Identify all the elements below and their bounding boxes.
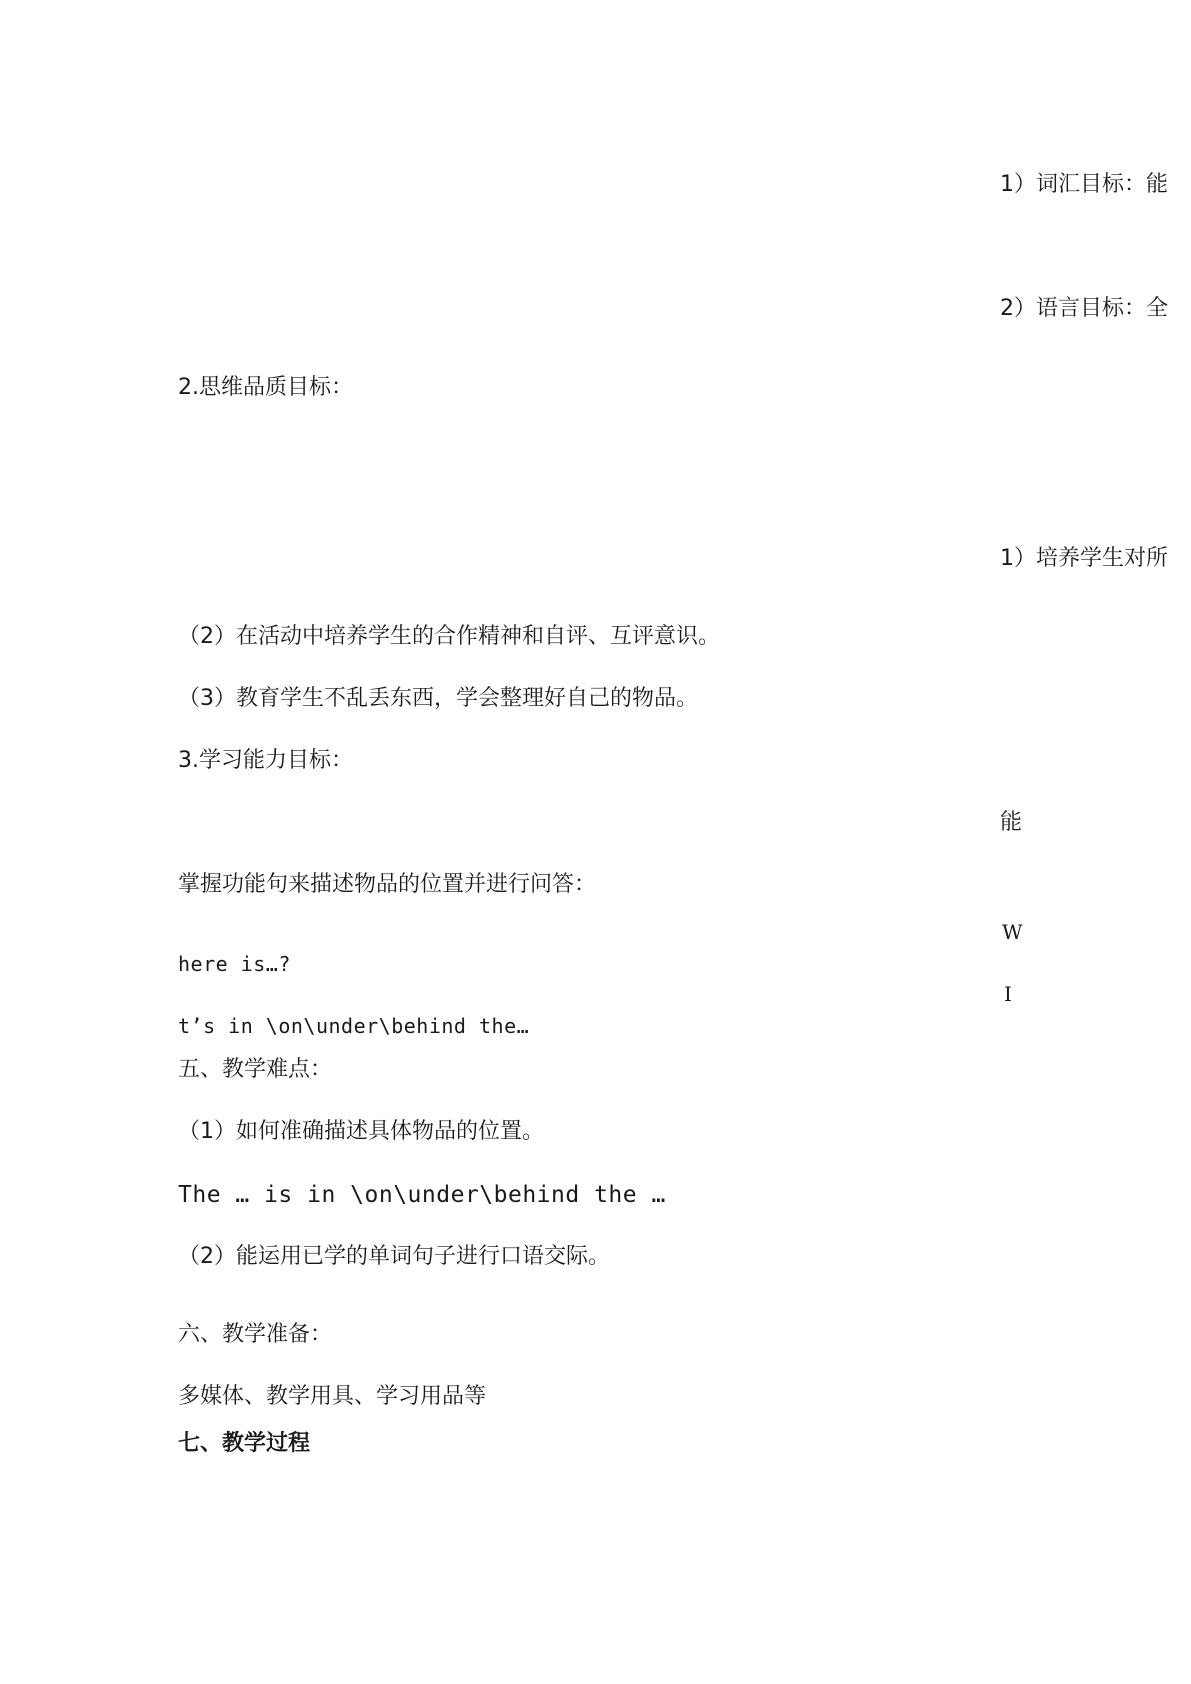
example-its-text: t’s in \on\under\behind the… (178, 1014, 530, 1038)
difficulty-heading: 五、教学难点： (178, 1057, 333, 1082)
preparation-content: 多媒体、教学用具、学习用品等 (178, 1384, 487, 1409)
vocab-goal-text: 1）词汇目标：能 (1000, 172, 1168, 197)
teaching-process-heading: 七、教学过程 (178, 1431, 311, 1456)
preparation-heading: 六、教学准备： (178, 1322, 333, 1347)
cultivate-goal-text: 1）培养学生对所 (1000, 546, 1168, 571)
w-text: W (1002, 920, 1023, 944)
learning-ability-heading: 3.学习能力目标： (178, 748, 353, 773)
cooperation-item: （2）在活动中培养学生的合作精神和自评、互评意识。 (178, 624, 720, 649)
difficulty-sentence: The … is in \on\under\behind the … (178, 1182, 666, 1208)
neng-text: 能 (1000, 810, 1023, 835)
thinking-quality-heading: 2.思维品质目标： (178, 375, 353, 400)
master-sentence-text: 掌握功能句来描述物品的位置并进行问答： (178, 872, 597, 897)
i-text: I (1004, 982, 1012, 1006)
example-where-text: here is…? (178, 952, 291, 976)
difficulty-item-2: （2）能运用已学的单词句子进行口语交际。 (178, 1244, 610, 1269)
language-goal-text: 2）语言目标：全 (1000, 296, 1168, 321)
education-item: （3）教育学生不乱丢东西，学会整理好自己的物品。 (178, 686, 698, 711)
difficulty-item-1: （1）如何准确描述具体物品的位置。 (178, 1119, 544, 1144)
